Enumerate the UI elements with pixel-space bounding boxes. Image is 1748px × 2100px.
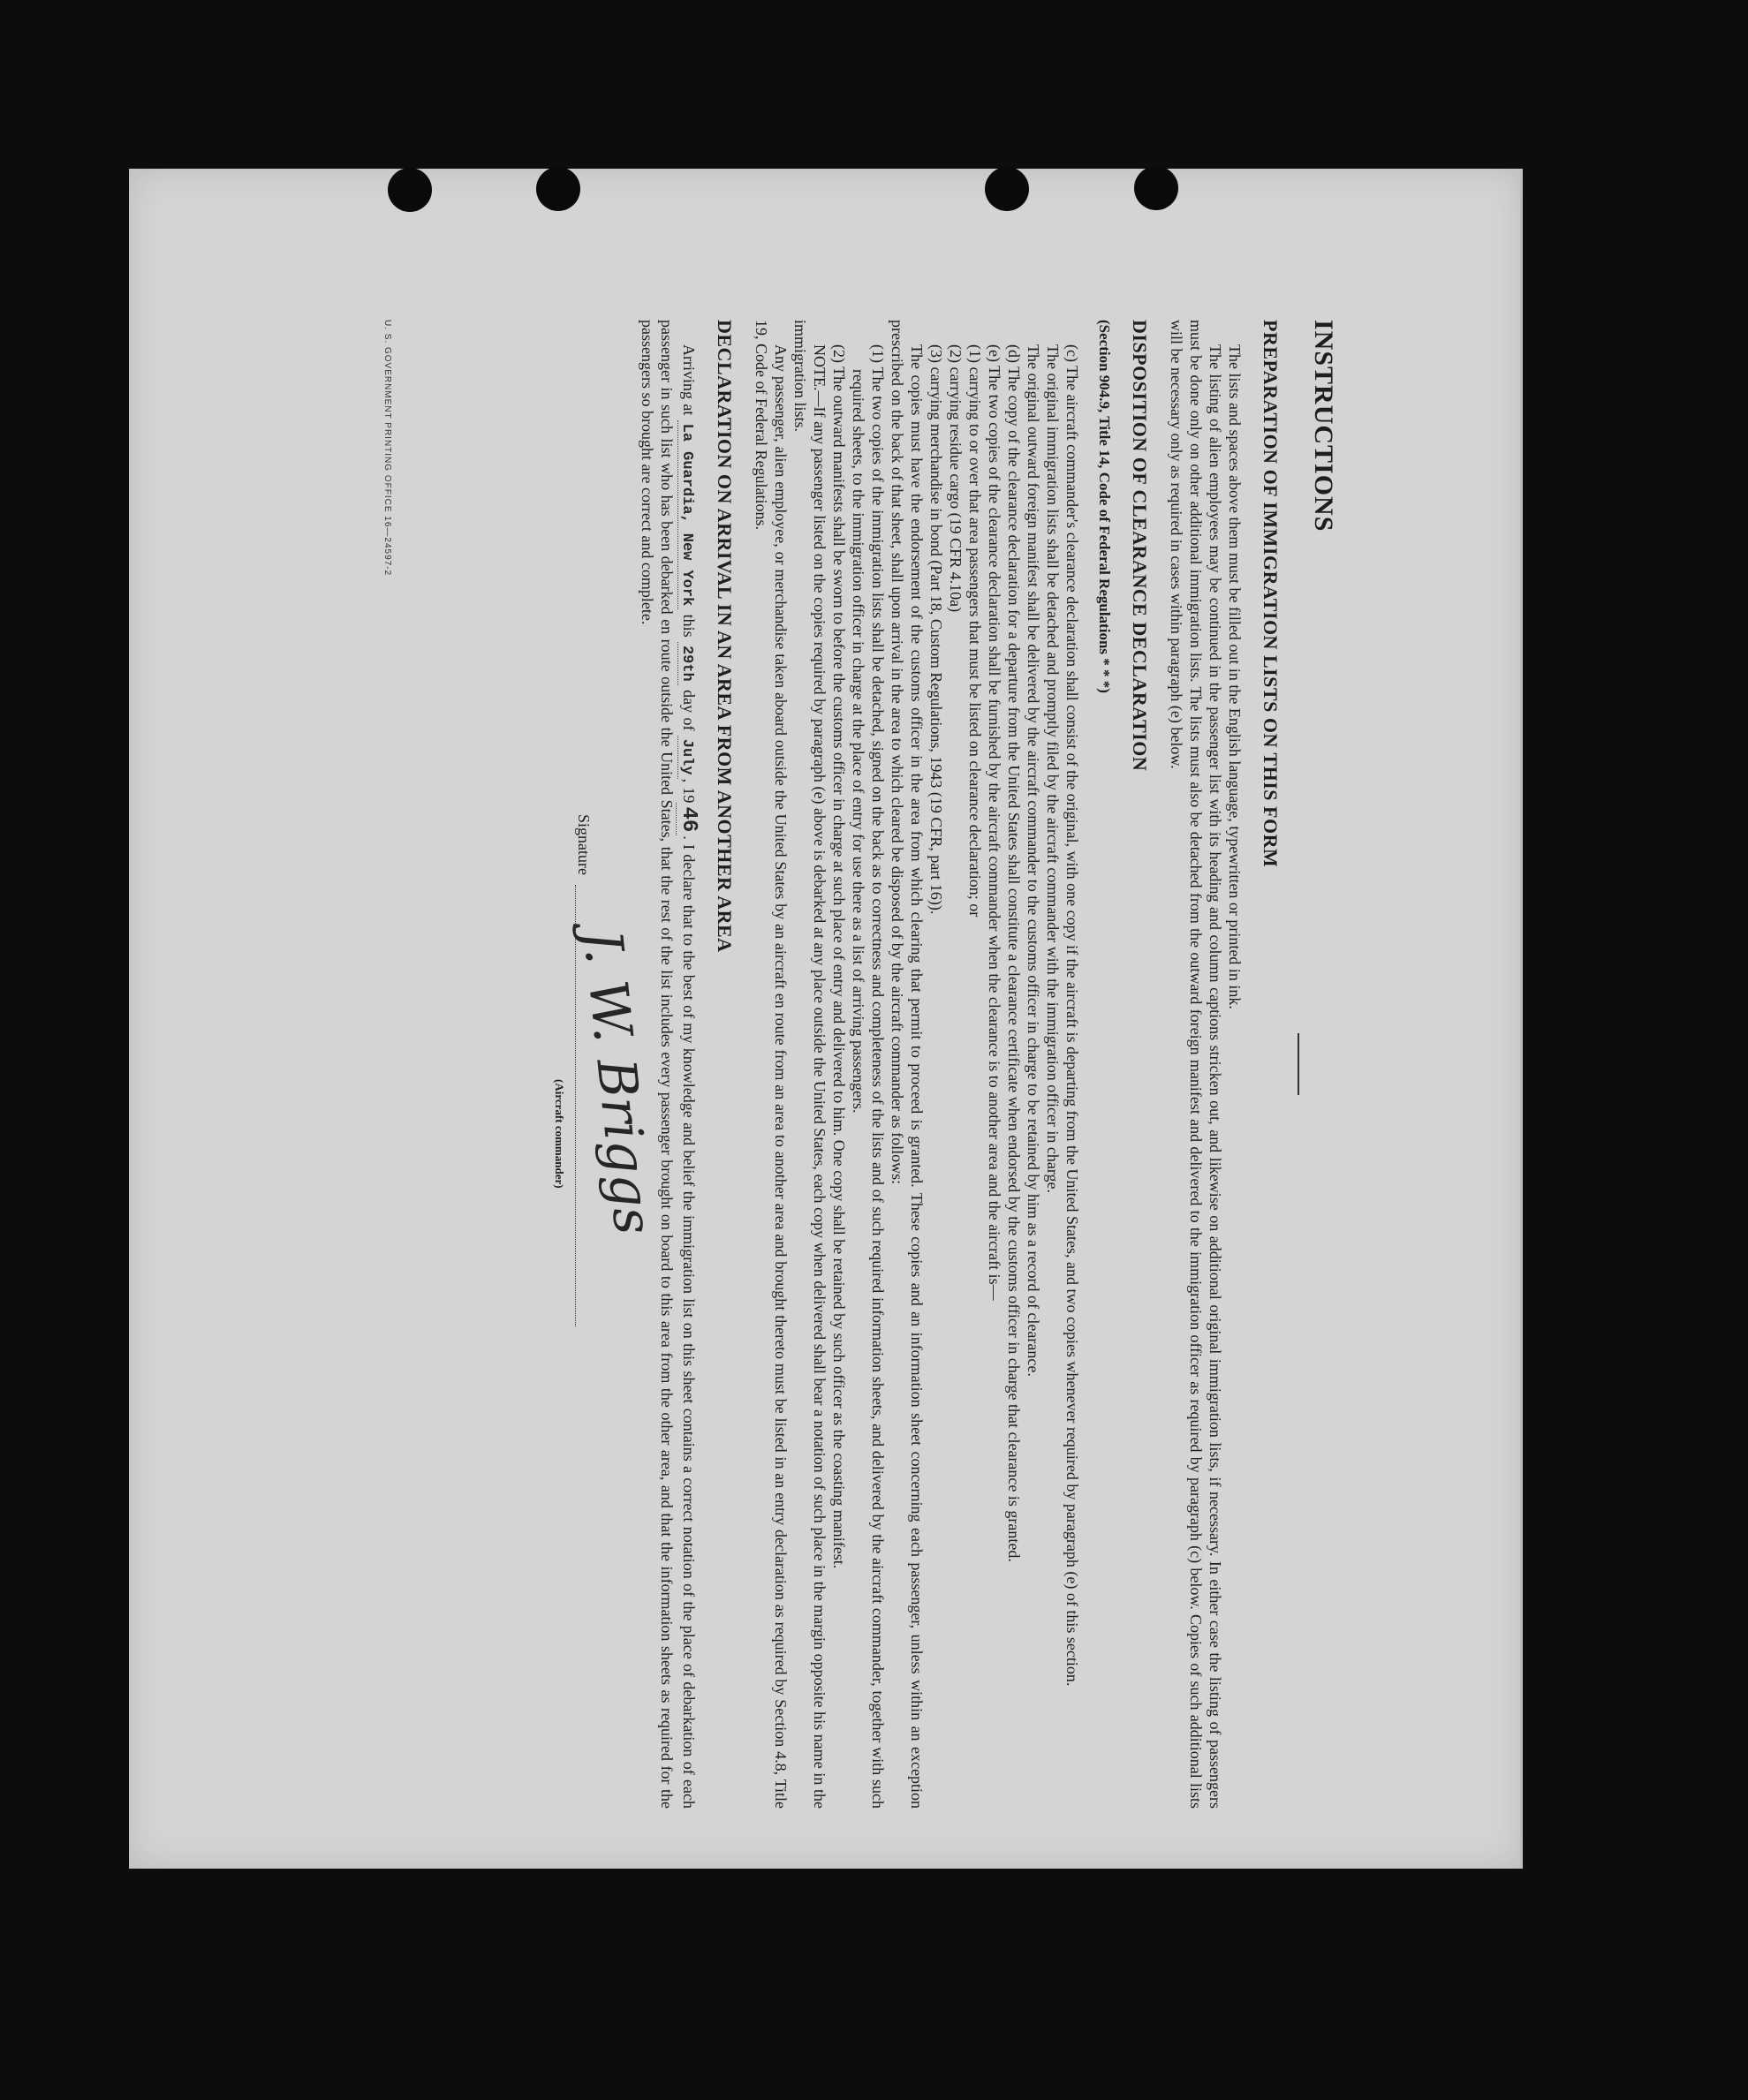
disposal-item-2: (2) The outward manifests shall be sworn to before the customs officer in charge at such place of entry and delivered to him. One copy shall be retained by such officer as the coasting manifest.	[830, 344, 848, 1569]
arrival-text: . I declare that to the best of my knowledge and belief the immigration list on this sheet contains a correct notation of the place of debarkation of each passenger in such list who has been debarked en route outside the United States, that the rest of the list includes every passenger brought on board to this area from the other area, and that the information sheets as required for the passengers so brought are correct and complete.	[639, 320, 698, 1809]
clearance-heading: DISPOSITION OF CLEARANCE DECLARATION	[1129, 320, 1151, 772]
arrival-text: Arriving at	[680, 344, 698, 416]
arrival-declaration	[638, 320, 699, 1809]
punch-hole	[985, 167, 1029, 211]
preparation-heading: PREPARATION OF IMMIGRATION LISTS ON THIS FORM	[1260, 320, 1282, 868]
clause-c: (c) The aircraft commander's clearance declaration shall consist of the original, with one copy if the aircraft is departing from the United States, and two copies whenever required by paragraph (e) of this section.	[1063, 344, 1081, 1687]
clause-c-2: The original immigration lists shall be detached and promptly filed by the aircraft commander with the immigration officer in charge.	[1044, 344, 1062, 1194]
arrival-text: , 19	[680, 778, 698, 804]
arrival-year-field: 46	[676, 803, 700, 835]
clause-d: (d) The copy of the clearance declaration for a departure from the United States shall constitute a clearance certificate when endorsed by the customs officer in charge that clearance is granted.	[1005, 344, 1023, 1562]
punch-hole	[388, 168, 432, 212]
title-divider	[1298, 1033, 1299, 1095]
copies-paragraph: The copies must have the endorsement of the customs officer in the area from which clearing that permit to proceed is granted. These copies and an information sheet concerning each passenger, unless within an exception prescribed on the back of that sheet, shall upon arrival in the area to which cleared be disposed of by the aircraft commander as follows:	[889, 320, 926, 1809]
arrival-place-field: La Guardia, New York	[677, 420, 695, 610]
clause-e-1: (1) carrying to or over that area passengers that must be listed on clearance declaration; or	[966, 344, 984, 918]
instructions-title: INSTRUCTIONS	[1309, 320, 1338, 533]
signature-block	[488, 320, 664, 1809]
clause-e-3: (3) carrying merchandise in bond (Part 18, Custom Regulations, 1943 (19 CFR, part 16)).	[927, 344, 945, 915]
clause-e: (e) The two copies of the clearance declaration shall be furnished by the aircraft commander when the clearance is to another area and the aircraft is—	[986, 344, 1003, 1301]
entry-paragraph: Any passenger, alien employee, or merchandise taken aboard outside the United States by an aircraft en route from an area to another area and brought thereto must be listed in an entry declaration as required by Section 4.8, Title 19, Code of Federal Regulations.	[753, 320, 790, 1809]
instructions-paragraph: The listing of alien employees may be continued in the passenger list with its heading and column captions stricken out, and likewise on additional original immigration lists, if necessary. In either case the listing of passengers must be done only on other additional immigration lists. The lists must also be detached from the outward foreign manifest and delivered to the immigration officer as required by paragraph (c) below. Copies of such additional lists will be necessary only as required in cases within paragraph (e) below.	[1168, 320, 1224, 1809]
rotated-form-text	[363, 320, 1395, 1809]
signature-caption: (Aircraft commander)	[553, 1079, 566, 1189]
arrival-text: this	[680, 614, 698, 638]
instructions-paragraph: The lists and spaces above them must be filled out in the English language, typewritten or printed in ink.	[1226, 344, 1244, 1009]
handwritten-signature: J. W. Briggs	[571, 926, 664, 1238]
disposal-item-1: (1) The two copies of the immigration lists shall be detached, signed on the back as to correctness and completeness of the lists and of such required information sheets, and delivered by the aircraft commander, together with such required sheets, to the immigration officer in charge at the place of entry for use there as a list of arriving passengers.	[850, 344, 887, 1809]
clause-c-3: The original outward foreign manifest shall be delivered by the aircraft commander to the customs officer in charge to be retained by him as a record of clearance.	[1025, 344, 1042, 1377]
arrival-text: day of	[680, 690, 698, 731]
punch-hole	[1134, 166, 1178, 210]
printer-imprint: U. S. GOVERNMENT PRINTING OFFICE 16—24597-2	[382, 320, 392, 577]
arrival-month-field: July	[677, 736, 695, 779]
signature-label: Signature	[575, 814, 593, 875]
clause-e-2: (2) carrying residue cargo (19 CFR 4.10a)	[947, 344, 965, 613]
note-paragraph: NOTE.—If any passenger listed on the copies required by paragraph (e) above is debarked at any place outside the United States, each copy when delivered shall bear a notation of such place in the margin opposite his name in the immigration lists.	[791, 320, 829, 1809]
arrival-heading: DECLARATION ON ARRIVAL IN AN AREA FROM ANOTHER AREA	[714, 320, 736, 953]
clearance-subheading: (Section 904.9, Title 14, Code of Federal Regulations * * *)	[1096, 320, 1113, 693]
arrival-day-field: 29th	[677, 642, 695, 685]
punch-hole	[536, 167, 580, 211]
